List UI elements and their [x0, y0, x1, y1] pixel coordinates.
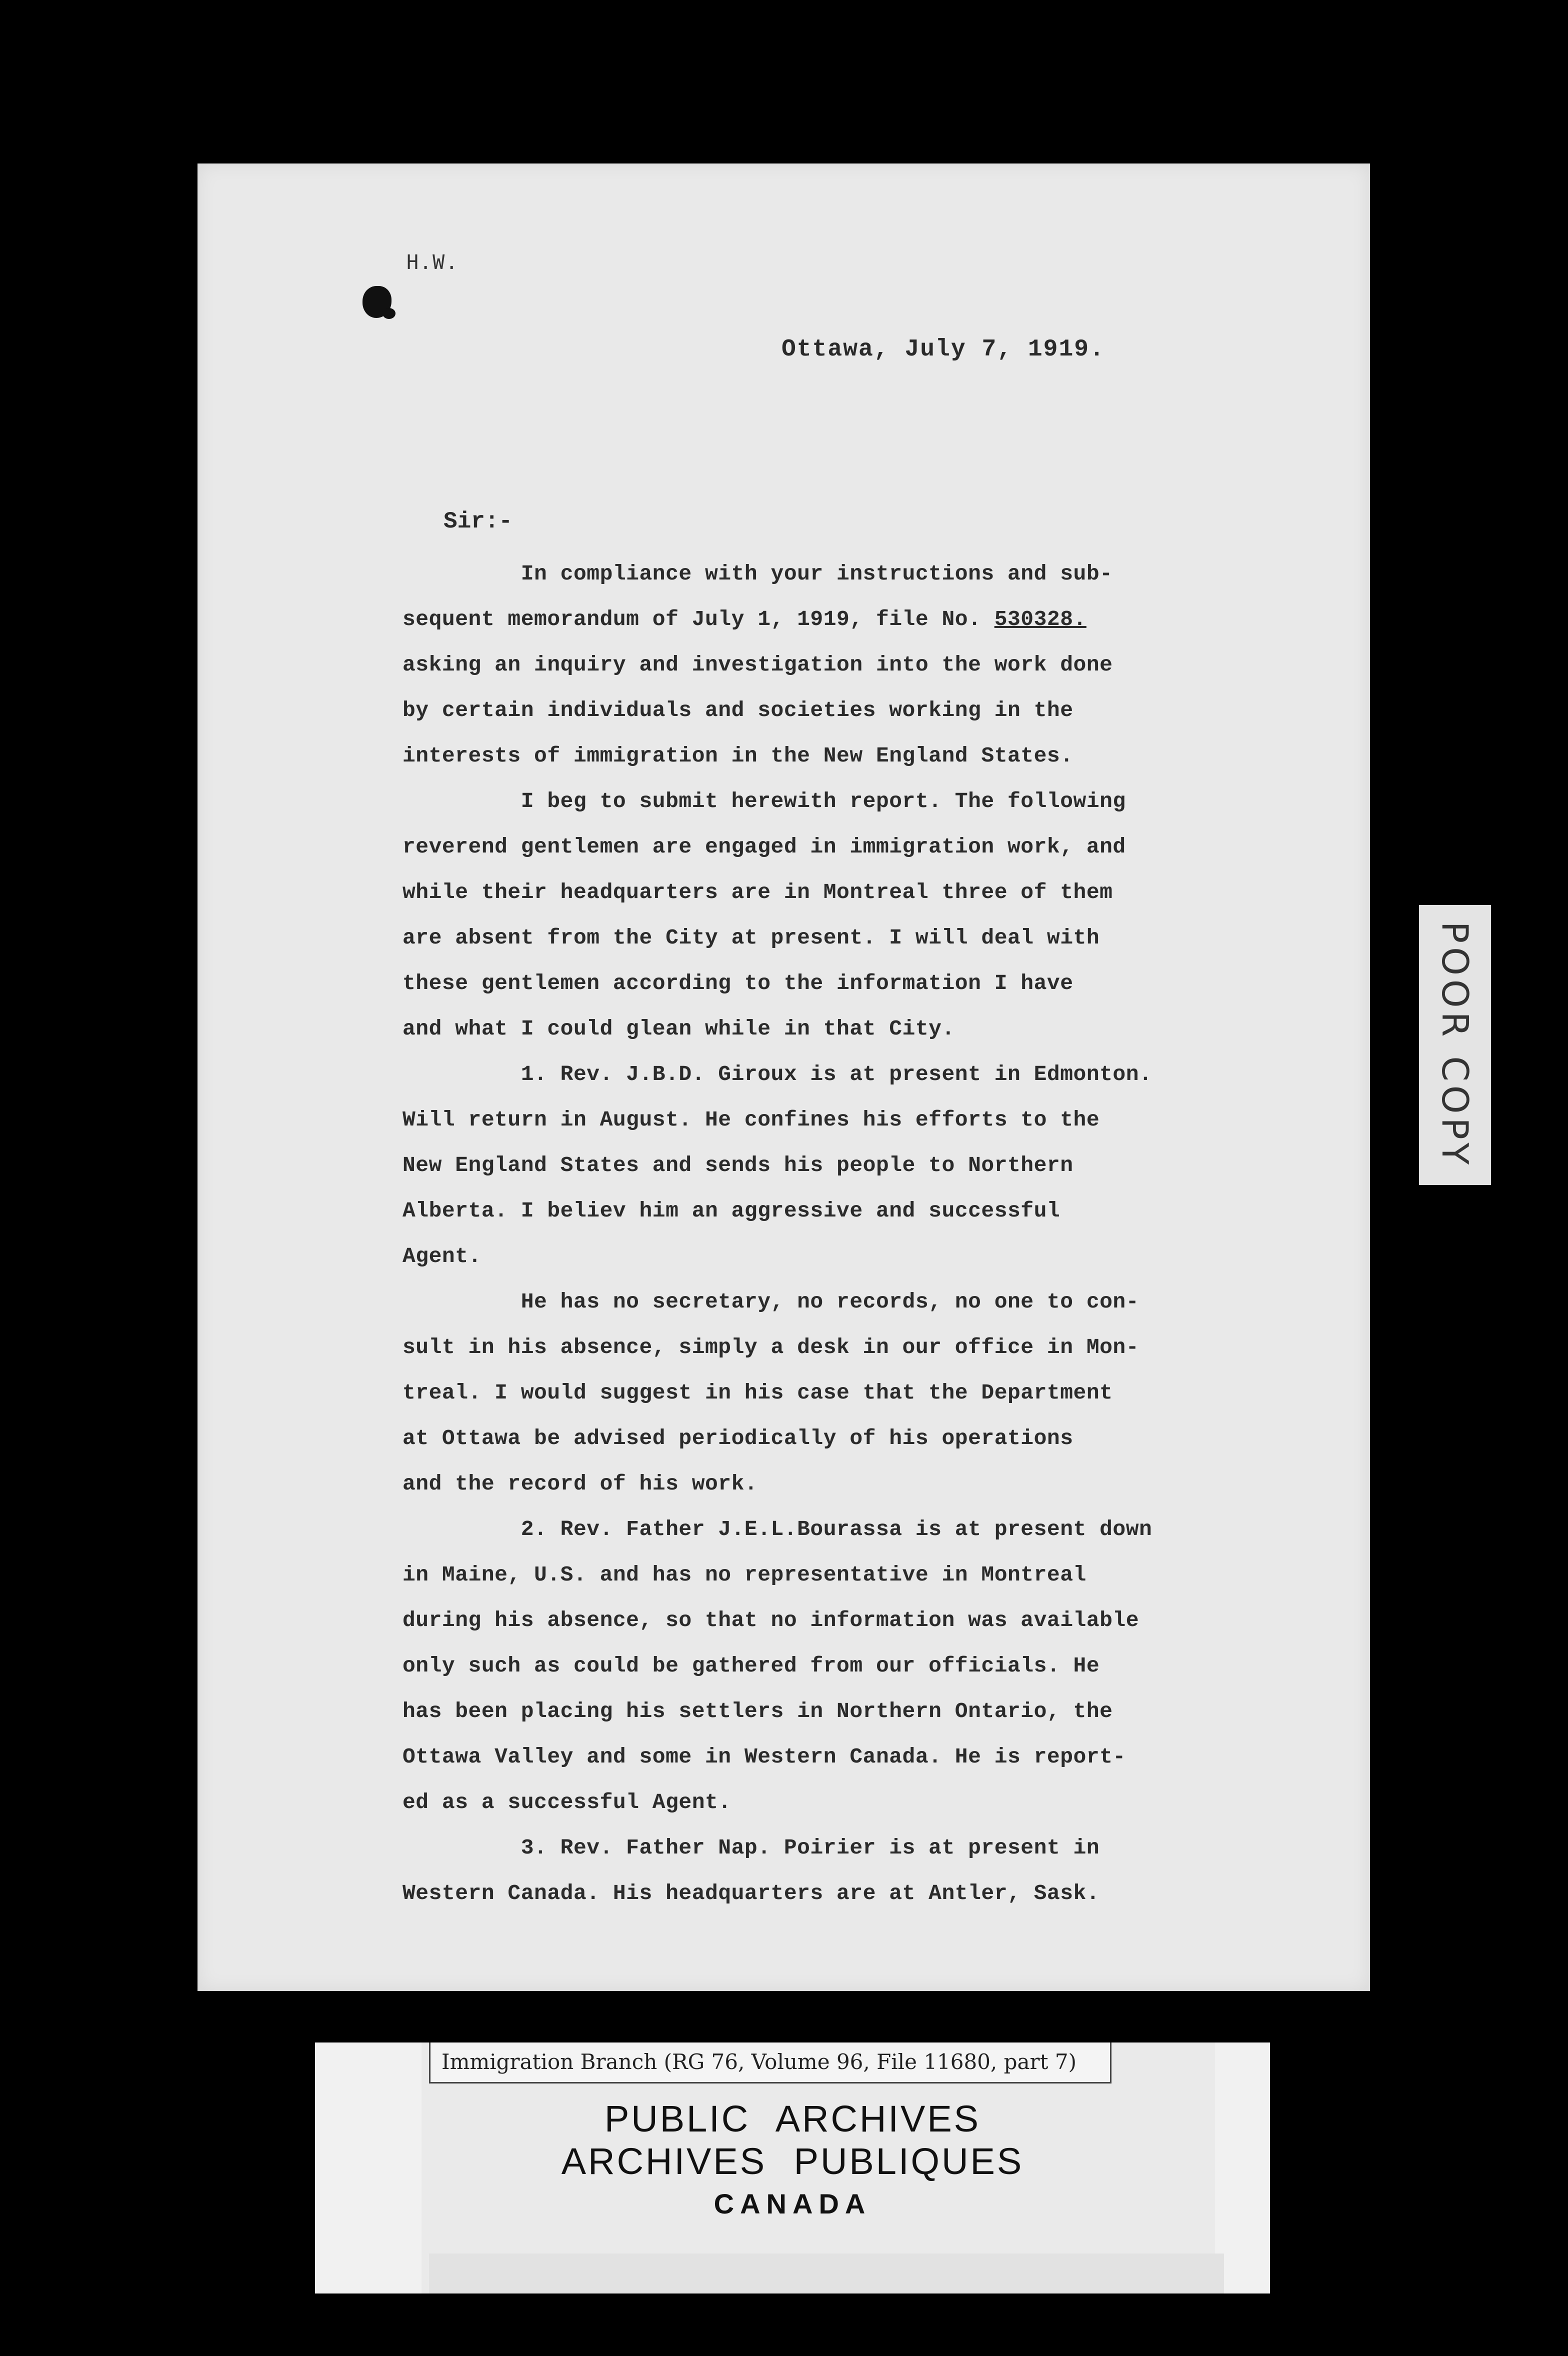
letter-line: by certain individuals and societies working in the	[402, 698, 1074, 722]
letter-line: and what I could glean while in that City.	[402, 1016, 955, 1041]
letter-body	[402, 551, 1312, 1916]
letter-line: In compliance with your instructions and sub-	[402, 562, 1113, 586]
letter-line: Alberta. I believ him an aggressive and successful	[402, 1198, 1060, 1223]
letter-line: Agent.	[402, 1244, 482, 1268]
letter-line: sequent memorandum of July 1, 1919, file No. 530328.	[402, 607, 1086, 632]
archive-country: CANADA	[714, 2188, 872, 2220]
letter-line: I beg to submit herewith report. The following	[402, 789, 1126, 814]
letter-line: Ottawa Valley and some in Western Canada. He is report-	[402, 1744, 1126, 1769]
letter-line: has been placing his settlers in Northern Ontario, the	[402, 1699, 1113, 1724]
letter-line: ed as a successful Agent.	[402, 1790, 732, 1814]
letter-initials: H.W.	[406, 251, 459, 274]
letter-line: interests of immigration in the New England States.	[402, 744, 1074, 768]
letter-line: He has no secretary, no records, no one to con-	[402, 1290, 1140, 1314]
poor-copy-slip	[1419, 905, 1491, 1185]
letter-line: asking an inquiry and investigation into the work done	[402, 652, 1113, 677]
poor-copy-annotation: POOR COPY	[1434, 921, 1476, 1169]
letter-line: 2. Rev. Father J.E.L.Bourassa is at present down	[402, 1517, 1152, 1542]
file-reference: Immigration Branch (RG 76, Volume 96, File 11680, part 7)	[442, 2050, 1076, 2074]
letter-line: and the record of his work.	[402, 1472, 758, 1496]
archive-name-english: PUBLIC ARCHIVES	[604, 2098, 981, 2140]
archive-name-french: ARCHIVES PUBLIQUES	[561, 2140, 1024, 2182]
letter-line: are absent from the City at present. I will deal with	[402, 926, 1100, 950]
letter-line: 1. Rev. J.B.D. Giroux is at present in Edmonton.	[402, 1062, 1152, 1086]
letter-salutation: Sir:-	[444, 508, 513, 534]
letter-line: Will return in August. He confines his efforts to the	[402, 1108, 1100, 1132]
letter-line: during his absence, so that no information was available	[402, 1608, 1140, 1632]
letter-line: only such as could be gathered from our officials. He	[402, 1654, 1100, 1678]
letter-line: in Maine, U.S. and has no representative in Montreal	[402, 1562, 1086, 1587]
letter-line: these gentlemen according to the information I have	[402, 971, 1074, 996]
letter-line: at Ottawa be advised periodically of his operations	[402, 1426, 1074, 1450]
letter-line: Western Canada. His headquarters are at Antler, Sask.	[402, 1881, 1100, 1906]
letter-line: 3. Rev. Father Nap. Poirier is at present in	[402, 1836, 1100, 1860]
file-reference-box	[429, 2042, 1112, 2084]
letter-dateline: Ottawa, July 7, 1919.	[782, 336, 1105, 363]
letter-line: sult in his absence, simply a desk in our office in Mon-	[402, 1335, 1140, 1360]
letter-line: treal. I would suggest in his case that the Department	[402, 1380, 1113, 1405]
letter-line: New England States and sends his people to Northern	[402, 1153, 1074, 1178]
ink-blot	[362, 286, 392, 318]
letter-line: reverend gentlemen are engaged in immigration work, and	[402, 834, 1126, 859]
letter-line: while their headquarters are in Montreal three of them	[402, 880, 1113, 904]
archive-label	[315, 2042, 1270, 2294]
file-number: 530328.	[994, 607, 1086, 632]
letter-page	[198, 164, 1370, 1991]
label-bottom-strip	[429, 2254, 1224, 2294]
